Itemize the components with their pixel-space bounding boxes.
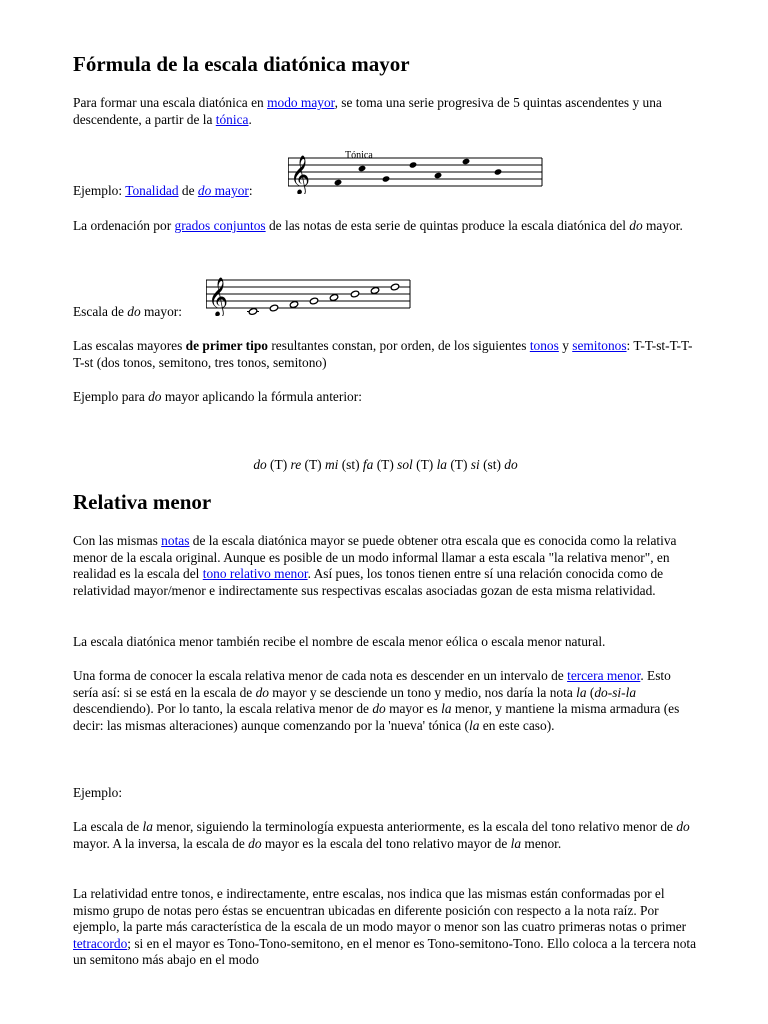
paragraph-ordenacion: La ordenación por grados conjuntos de las notas de esta serie de quintas produce la escala diatónica del do mayor. [73,218,683,233]
link-grados-conjuntos[interactable]: grados conjuntos [174,218,266,233]
link-tetracordo[interactable]: tetracordo [73,935,128,951]
paragraph-relativa-1: Con las mismas notas de la escala diatónica mayor se puede obtener otra escala que es conocida como la relativa menor de la escala original. Aunque es posible de un modo informal llamar a esta escala "la relativa menor", en realidad es la escala del tono relativo menor. Así pues, los tonos tienen entre sí una relación conocida como de relatividad mayor/menor e indirectamente sus respectivas escalas asociadas gozan de esta misma relatividad. [73,533,677,598]
link-modo-mayor[interactable]: modo mayor [267,95,335,110]
scale-label: Escala de do mayor: [73,304,182,319]
link-tonica[interactable]: tónica [215,111,249,127]
paragraph-relativa-3: Una forma de conocer la escala relativa menor de cada nota es descender en un intervalo de tercera menor. Esto sería así: si se está en la escala de do mayor y se desciende un tono y medio, nos daría la nota la (do-si-la descendiendo). Por lo tanto, la escala relativa menor de do mayor es la menor, y mantiene la misma armadura (es decir: las mismas alteraciones) aunque comenzando por la 'nueva' tónica (la en este caso). [73,668,680,733]
section-title-relativa-menor: Relativa menor [73,490,212,514]
paragraph-relativa-5: La escala de la menor, siguiendo la terminología expuesta anteriormente, es la escala del tono relativo menor de do mayor. A la inversa, la escala de do mayor es la escala del tono relativo mayor de la menor. [73,819,690,851]
link-semitonos[interactable]: semitonos [572,338,627,353]
scale-formula: do (T) re (T) mi (st) fa (T) sol (T) la (T) si (st) do [253,457,518,472]
link-tonos[interactable]: tonos [529,338,559,353]
link-tono-relativo-menor[interactable]: tono relativo menor [202,566,308,582]
c-major-scale-staff [206,272,412,316]
link-tonalidad[interactable]: Tonalidad [125,183,179,198]
paragraph-intro: Para formar una escala diatónica en modo mayor, se toma una serie progresiva de 5 quintas ascendentes y una descendente, a partir de la tónica. [73,95,662,127]
paragraph-tonos: Las escalas mayores de primer tipo resultantes constan, por orden, de los siguientes tonos y semitonos: T-T-st-T-T-T-st (dos tonos, semitono, tres tonos, semitono) [73,338,693,370]
paragraph-relativa-6: La relatividad entre tonos, e indirectamente, entre escalas, nos indica que las mismas están conformadas por el mismo grupo de notas pero éstas se encuentran ubicadas en diferente posición con respecto a la nota raíz. Por ejemplo, la parte más característica de la escala de un modo mayor o menor son las cuatro primeras notas o primer tetracordo; si en el mayor es Tono-Tono-semitono, en el menor es Tono-semitono-Tono. Ello coloca a la tercera nota un semitono más abajo en el modo [73,886,697,968]
paragraph-relativa-2: La escala diatónica menor también recibe el nombre de escala menor eólica o escala menor natural. [73,634,606,649]
link-notas[interactable]: notas [161,533,190,548]
treble-clef-icon: 𝄞 [208,277,229,316]
link-tercera-menor[interactable]: tercera menor [567,668,641,683]
fifths-series-staff [288,148,544,194]
treble-clef-icon: 𝄞 [290,155,311,194]
paragraph-ejemplo: Ejemplo: [73,785,123,800]
link-do-mayor[interactable]: do mayor [197,183,249,198]
tonica-label: Tónica [345,150,373,161]
section-title-escala-mayor: Fórmula de la escala diatónica mayor [73,52,410,76]
example-label: Ejemplo: Tonalidad de do mayor: [73,183,253,198]
paragraph-ejemplo-do: Ejemplo para do mayor aplicando la fórmula anterior: [73,389,362,404]
